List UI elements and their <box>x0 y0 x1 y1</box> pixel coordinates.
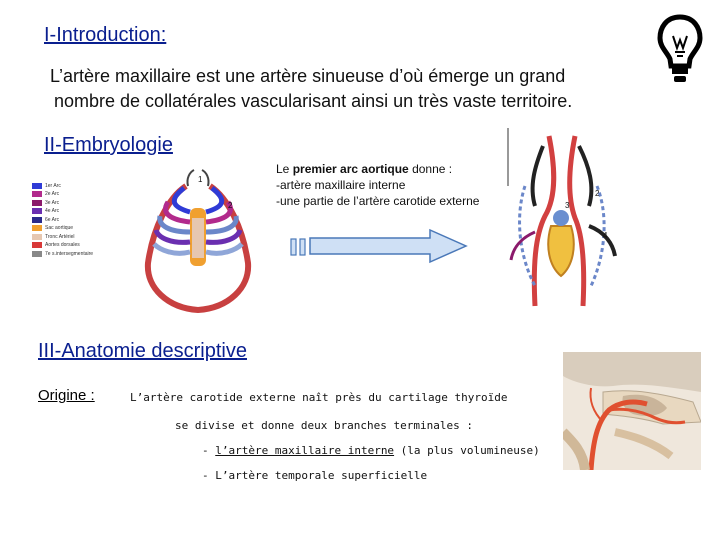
legend-item <box>32 225 73 232</box>
branch-1-prefix: - <box>202 444 216 457</box>
intro-heading: I-Introduction: <box>44 24 167 46</box>
intro-paragraph <box>50 64 650 114</box>
legend-item <box>32 191 59 198</box>
diagram-number-2: 2 <box>228 201 233 210</box>
legend-item <box>32 216 59 223</box>
legend-item <box>32 242 80 249</box>
legend-swatch <box>32 251 42 257</box>
legend-item <box>32 199 59 206</box>
lightbulb-icon <box>657 14 703 86</box>
legend-swatch <box>32 208 42 214</box>
diagram-number-2-right: 2 <box>595 189 600 198</box>
maxillary-artery-anatomy-image <box>563 352 701 470</box>
diagram-number-1: 1 <box>198 175 203 184</box>
derivative-item-2: -une partie de l’artère carotide externe <box>276 194 480 208</box>
branches-text: se divise et donne deux branches terminales : <box>175 419 474 432</box>
branch-1-link: l’artère maxillaire interne <box>215 444 395 457</box>
first-arch-line <box>276 161 508 177</box>
legend-item <box>32 182 61 189</box>
embryology-heading: II-Embryologie <box>44 134 173 156</box>
legend-swatch <box>32 234 42 240</box>
branch-1-suffix: (la plus volumineuse) <box>394 444 540 457</box>
diagram-number-4: 4 <box>603 231 608 240</box>
legend-label: 1er Arc <box>45 182 61 189</box>
legend-label: Sac aortique <box>45 225 74 231</box>
legend-label: Tronc Artériel <box>45 233 75 240</box>
intro-line-1: L’artère maxillaire est une artère sinueuse d’où émerge un grand <box>50 66 566 86</box>
legend-swatch <box>32 225 42 231</box>
branch-2: - L’artère temporale superficielle <box>202 469 428 482</box>
origin-label: Origine : <box>38 387 95 404</box>
legend-label: 6e Arc <box>45 216 60 223</box>
legend-item <box>32 250 93 257</box>
arc-legend <box>32 182 112 262</box>
derivative-item-1: -artère maxillaire interne <box>276 178 406 192</box>
arrow-right-icon <box>290 228 468 264</box>
arc-bold: premier arc aortique <box>292 162 409 176</box>
legend-swatch <box>32 200 42 206</box>
legend-swatch <box>32 242 42 248</box>
legend-label: 7e s.intersegmentaire <box>45 250 94 257</box>
intro-line-2: nombre de collatérales vascularisant ainsi un très vaste territoire. <box>54 91 573 111</box>
first-arch-description <box>276 161 508 209</box>
legend-swatch <box>32 183 42 189</box>
legend-swatch <box>32 191 42 197</box>
legend-label: Aortes dorsales <box>45 242 80 248</box>
legend-item <box>32 208 59 215</box>
diagram-number-3: 3 <box>565 201 570 210</box>
carotid-development-diagram <box>505 126 621 310</box>
legend-label: 2e Arc <box>45 191 60 197</box>
branch-1 <box>202 444 540 457</box>
legend-label: 4e Arc <box>45 208 60 214</box>
aortic-arches-diagram <box>128 168 268 313</box>
arc-prefix: Le <box>276 162 293 176</box>
anatomy-heading: III-Anatomie descriptive <box>38 340 247 362</box>
arc-suffix: donne : <box>408 162 453 176</box>
legend-swatch <box>32 217 42 223</box>
legend-label: 3e Arc <box>45 199 60 206</box>
legend-item <box>32 233 75 240</box>
origin-text: L’artère carotide externe naît près du cartilage thyroïde <box>130 391 508 404</box>
